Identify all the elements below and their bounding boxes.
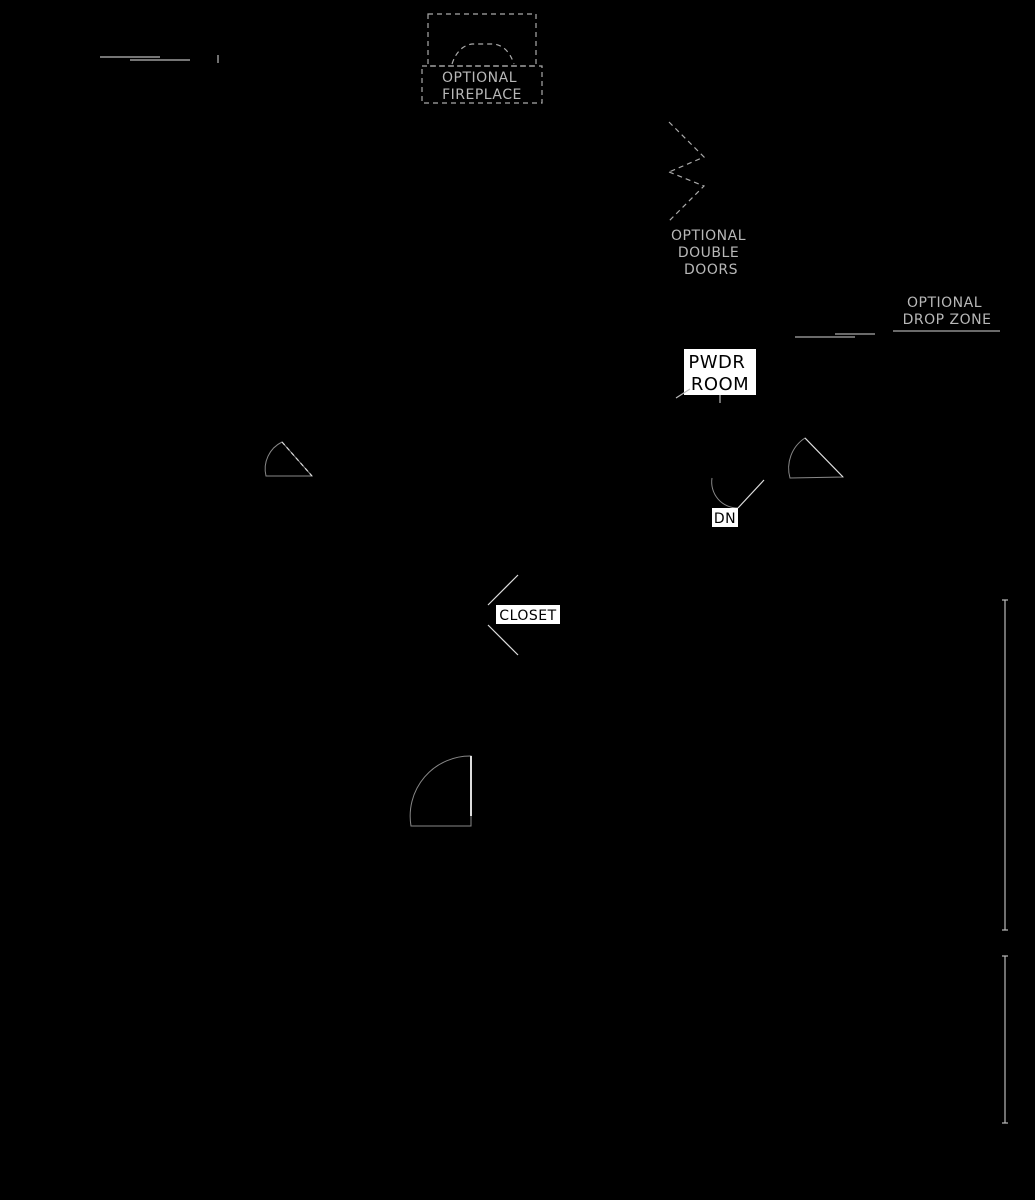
fireplace-label: OPTIONAL FIREPLACE	[442, 70, 522, 103]
closet-label: CLOSET	[499, 608, 557, 624]
stairs-down-label: DN	[713, 511, 737, 527]
drop-zone-label: OPTIONAL DROP ZONE	[902, 295, 992, 328]
powder-room-label: PWDR ROOM	[688, 352, 750, 395]
double-doors-label: OPTIONAL DOUBLE DOORS	[671, 228, 747, 278]
